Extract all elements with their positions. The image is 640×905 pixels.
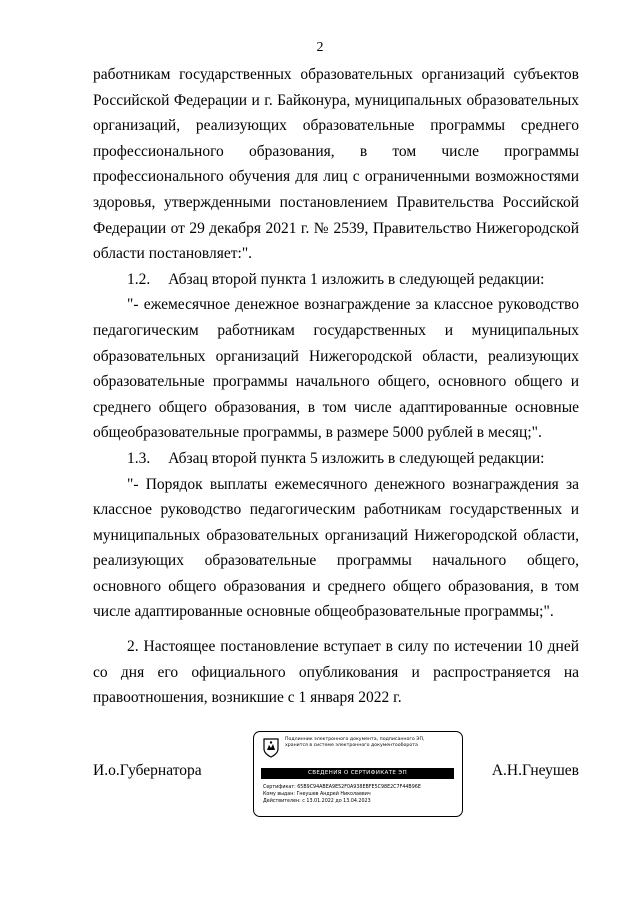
- effective-date-paragraph: 2. Настоящее постановление вступает в силу по истечении 10 дней со дня его официального опубликования и распространяется на правоотношения, возникшие с 1 января 2022 г.: [93, 638, 579, 707]
- quoted-amendment-1: "- ежемесячное денежное вознаграждение за классное руководство педагогическим работникам государственных и муниципальных образовательных организаций Нижегородской области, реализующих образовательные программы начального общего, основного общего и среднего общего образования, в том числе адаптированные основные общеобразовательные программы, в размере 5000 рублей в месяц;".: [93, 296, 579, 442]
- clause-number: 1.3.: [127, 449, 151, 467]
- clause-text: Абзац второй пункта 5 изложить в следующей редакции:: [168, 449, 545, 467]
- certificate-serial: Сертификат: 65B9C94ABEA9E52F0A938EBFE5C98E2C7F44B96E: [263, 785, 421, 790]
- clause-1-3: [93, 446, 579, 472]
- signer-name: А.Н.Гнеушев: [491, 762, 579, 779]
- page-number: 2: [316, 40, 324, 55]
- quoted-amendment-2: "- Порядок выплаты ежемесячного денежного вознаграждения за классное руководство педагогическим работникам государственных и муниципальных образовательных организаций Нижегородской области, реализующих образовательные программы начального общего, основного общего образования и среднего общего образования, в том числе адаптированные основные общеобразовательные программы;".: [93, 475, 579, 621]
- clause-text: Абзац второй пункта 1 изложить в следующей редакции:: [168, 270, 545, 288]
- electronic-signature-stamp: [253, 731, 463, 817]
- certificate-details: [263, 784, 458, 805]
- signer-title: И.о.Губернатора: [93, 762, 202, 779]
- paragraph-continuation: работникам государственных образовательных организаций субъектов Российской Федерации и г. Байконура, муниципальных образовательных организаций, реализующих образовательные программы среднего профессионального образования, в том числе программы профессионального обучения для лиц с ограниченными возможностями здоровья, утвержденными постановлением Правительства Российской Федерации от 29 декабря 2021 г. № 2539, Правительство Нижегородской области постановляет:".: [93, 66, 579, 263]
- document-body: [93, 62, 579, 711]
- stamp-note: Подлинник электронного документа, подписанного ЭП, хранится в системе электронного документооборота: [285, 737, 425, 749]
- clause-1-2: [93, 267, 579, 293]
- certificate-owner: Кому выдан: Гнеушев Андрей Николаевич: [263, 792, 371, 797]
- certificate-validity: Действителен: с 13.01.2022 до 13.04.2023: [263, 799, 371, 804]
- coat-of-arms-icon: [263, 738, 279, 758]
- clause-number: 1.2.: [127, 270, 151, 288]
- stamp-header: СВЕДЕНИЯ О СЕРТИФИКАТЕ ЭП: [261, 768, 454, 779]
